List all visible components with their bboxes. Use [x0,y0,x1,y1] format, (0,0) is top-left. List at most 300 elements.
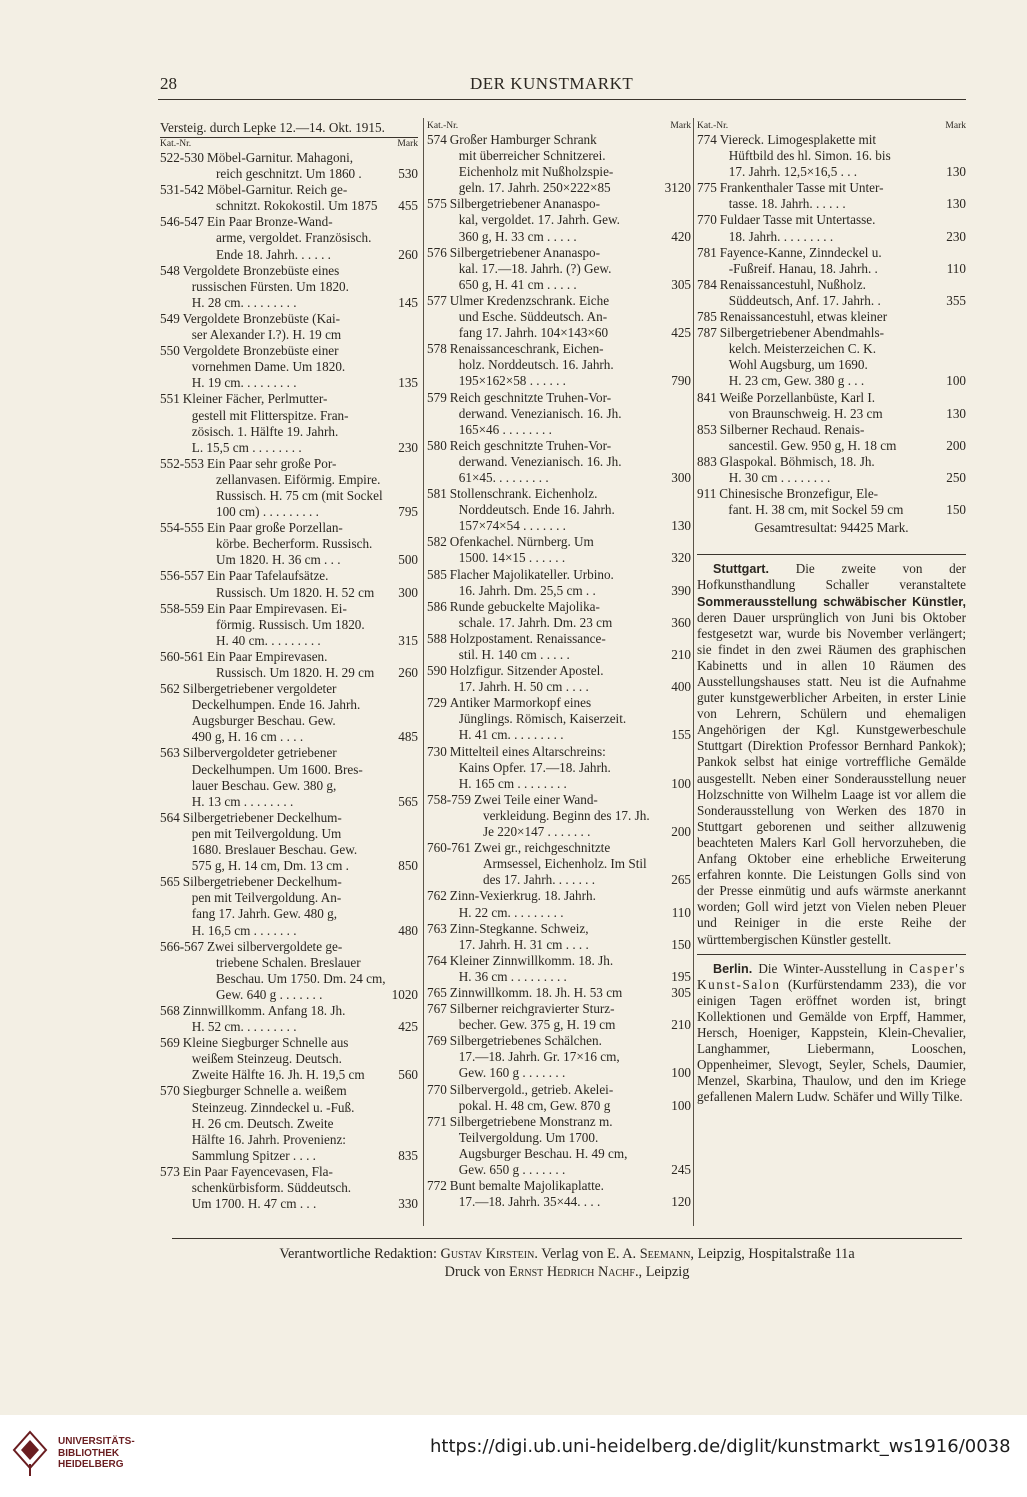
entry-line: Ein Paar Empirevasen. Ei- [206,600,347,616]
catalog-entry [160,182,418,214]
catalog-entry [427,293,691,341]
entry-line: Silbergetriebener vergoldeter [182,681,337,697]
auction-heading: Versteig. durch Lepke 12.—14. Okt. 1915. [160,120,418,138]
entry-line: Holzfigur. Sitzender Apostel. [449,663,604,679]
entry-price: 210 [671,1017,691,1033]
entry-price: 850 [398,858,418,874]
source-url[interactable]: https://digi.ub.uni-heidelberg.de/diglit/kunstmarkt_ws1916/0038 [430,1436,1011,1457]
entry-line: Ein Paar Fayencevasen, Fla- [182,1163,333,1179]
entry-number: 546-547 [160,214,204,230]
imprint-line-2 [172,1264,962,1281]
kat-nr-label: Kat.-Nr. [427,121,459,131]
catalog-entry [697,277,966,309]
entry-description [450,534,661,566]
entry-line: fant. H. 38 cm, mit Sockel 59 cm [728,502,904,518]
entry-line: stil. H. 140 cm . . . . . [458,647,570,662]
entry-price: 455 [398,198,418,214]
catalog-entry [427,1178,691,1210]
entry-line: russischen Fürsten. Um 1820. [191,278,349,294]
entry-number: 911 [697,486,717,502]
entry-line: Holzpostament. Renaissance- [449,630,606,646]
mark-label: Mark [397,139,418,149]
entry-line: becher. Gew. 375 g, H. 19 cm [458,1017,616,1033]
entry-price: 300 [671,469,691,485]
column-2 [427,120,691,1210]
entry-price: 420 [671,228,691,244]
entry-number: 781 [697,244,717,260]
catalog-entry [697,390,966,422]
entry-line: des 17. Jahrh. . . . . . . [482,872,596,888]
entry-number: 563 [160,745,180,761]
entry-line: Hälfte 16. Jahrh. Provenienz: [191,1131,346,1147]
entry-line: H. 30 cm . . . . . . . . [728,469,831,485]
entry-number: 763 [427,920,447,936]
entry-description [474,792,661,840]
entry-price: 260 [398,665,418,680]
entry-number: 565 [160,874,180,890]
catalog-entry [427,245,691,293]
entry-line: Ein Paar Empirevasen. [206,648,328,664]
entry-description [450,132,661,196]
catalog-entry [427,695,691,743]
entry-description [183,343,388,391]
catalog-entry [697,422,966,454]
entry-number: 765 [427,984,447,1000]
catalog-entry [160,1035,418,1083]
entry-line: Ein Paar Tafelaufsätze. [206,568,329,584]
entry-line: Silbergetriebener Abendmahls- [719,325,884,341]
entry-description [720,212,936,244]
entry-line: Reich geschnitzte Truhen-Vor- [449,389,612,405]
entry-line: Ulmer Kredenzschrank. Eiche [449,292,610,308]
entry-line: Renaissancestuhl, Nußholz. [719,276,866,292]
library-logo-icon [10,1428,50,1478]
mark-label: Mark [670,121,691,131]
entry-price: 480 [398,922,418,938]
entry-number: 787 [697,325,717,341]
entry-description [207,182,388,214]
entry-number: 730 [427,743,447,759]
entry-line: Fayence-Kanne, Zinndeckel u. [719,244,882,260]
entry-line: 17.—18. Jahrh. Gr. 17×16 cm, [458,1049,620,1065]
entry-line: Flacher Majolikateller. Urbino. [449,566,614,582]
catalog-entry [160,311,418,343]
entry-line: 17. Jahrh. H. 31 cm . . . . [458,936,589,952]
entry-description [207,520,388,568]
catalog-entry [427,744,691,792]
entry-line: Zinnwillkomm. 18. Jh. H. 53 cm [449,984,623,1000]
column-header [697,120,966,132]
library-name-line: UNIVERSITÄTS- [58,1436,135,1447]
entry-description [720,422,936,454]
entry-number: 785 [697,309,717,325]
entry-line: kelch. Meisterzeichen C. K. [728,341,876,357]
entry-line: 18. Jahrh. . . . . . . . . [728,228,834,244]
entry-line: vornehmen Dame. Um 1820. [191,359,346,375]
entry-line: Silbervergold., getrieb. Akelei- [449,1081,614,1097]
entry-line: Glaspokal. Böhmisch, 18. Jh. [719,453,875,469]
catalog-entry [160,263,418,311]
entry-line: weißem Steinzeug. Deutsch. [191,1051,342,1067]
entry-line: pokal. H. 48 cm, Gew. 870 g [458,1097,611,1113]
entry-line: Armsessel, Eichenholz. Im Stil [482,856,647,872]
entry-number: 574 [427,132,447,147]
entry-line: Augsburger Beschau. H. 49 cm, [458,1145,628,1161]
catalog-entry [697,454,966,486]
entry-line: 360 g, H. 33 cm . . . . . [458,228,577,244]
exhibition-title: Sommerausstellung schwäbischer Künstler, [697,594,966,609]
entry-line: fang 17. Jahrh. 104×143×60 [458,325,609,341]
mark-label: Mark [945,121,966,131]
entry-price: 150 [946,502,966,518]
entry-line: ser Alexander I.?). H. 19 cm [191,327,342,343]
imprint-text: Leipzig [645,1264,690,1280]
entry-price: 200 [946,437,966,453]
entry-description [207,601,388,649]
entry-number: 729 [427,695,447,711]
entry-line: 100 cm) . . . . . . . . . [215,504,319,520]
entry-line: Fuldaer Tasse mit Untertasse. [719,212,876,228]
entry-line: Zwei Teile einer Wand- [473,791,598,807]
entry-price: 500 [398,552,418,568]
entry-description [183,810,388,874]
entry-line: körbe. Becherform. Russisch. [215,536,373,552]
entry-line: Weiße Porzellanbüste, Karl I. [719,389,876,405]
entry-line: 1500. 14×15 . . . . . . [458,550,566,566]
entry-line: Silbergetriebener Ananaspo- [449,196,601,212]
imprint-text: Verantwortliche Redaktion: [279,1246,437,1262]
footer-rule [172,1238,962,1239]
entry-number: 575 [427,196,447,212]
entry-line: H. 28 cm. . . . . . . . . [191,294,297,310]
entry-line: 157×74×54 . . . . . . . [458,518,566,534]
catalog-entry [160,391,418,455]
entry-line: Russisch. Um 1820. H. 29 cm [215,665,375,680]
entry-line: Eichenholz mit Nußholzspie- [458,164,614,180]
entry-description [450,438,661,486]
entry-number: 531-542 [160,182,204,198]
printer-name: Ernst Hedrich Nachf., [508,1264,643,1280]
entry-line: H. 52 cm. . . . . . . . . [191,1019,297,1035]
entry-line: Zinnwillkomm. Anfang 18. Jh. [182,1002,346,1018]
entry-line: Vergoldete Bronzebüste eines [182,262,340,278]
entry-number: 758-759 [427,791,471,807]
catalog-list [697,132,966,518]
entry-line: Mittelteil eines Altarschreins: [449,743,606,759]
entry-description [450,921,661,953]
entry-description [207,456,388,520]
entry-line: 17. Jahrh. H. 50 cm . . . . [458,679,589,695]
library-name-line: HEIDELBERG [58,1459,124,1470]
entry-line: mit überreicher Schnitzerei. [458,148,606,164]
entry-number: 576 [427,244,447,260]
catalog-entry [427,390,691,438]
entry-line: derwand. Venezianisch. 16. Jh. [458,405,622,421]
entry-description [450,567,661,599]
entry-price: 250 [946,469,966,485]
entry-price: 790 [671,373,691,389]
news-stuttgart [697,561,966,947]
entry-description [183,1164,388,1212]
catalog-entry [160,649,418,681]
imprint-text: Leipzig, Hospitalstraße 11a [697,1246,855,1262]
entry-line: Silbergetriebener Ananaspo- [449,244,601,260]
catalog-entry [427,953,691,985]
entry-line: Runde gebuckelte Majolika- [449,598,600,614]
entry-price: 795 [398,504,418,520]
entry-line: Zweite Hälfte 16. Jh. H. 19,5 cm [191,1067,365,1083]
catalog-entry [697,212,966,244]
entry-line: Zinn-Stegkanne. Schweiz, [449,920,589,936]
entry-price: 3120 [664,180,691,196]
entry-line: 17.—18. Jahrh. 35×44. . . . [458,1194,601,1210]
entry-number: 770 [427,1081,447,1097]
entry-line: und Esche. Süddeutsch. An- [458,309,608,325]
entry-number: 564 [160,809,180,825]
entry-line: H. 16,5 cm . . . . . . . [191,922,297,938]
entry-price: 425 [398,1019,418,1035]
entry-price: 230 [398,439,418,455]
news-text: deren Dauer ursprünglich von Juni bis Oktober festgesetzt war, wurde bis November verlängert; sie findet in den zwei Räumen des graphischen Kabinetts und in allen 10 Räumen des Ausstellungshauses statt. Neu ist die Aufnahme guter kunstgewerblicher Arbeiten, in erster Linie von Lehrern, Schülern und ehemaligen Angehörigen der Kgl. Kunstgewerbeschule Stuttgart (Direktion Professor Bernhard Pankok); Pankok selbst hat einige vortreffliche Gemälde ausgestellt. Neben einer Sonderausstellung neuer Holzschnitte von Wilhelm Laage ist vor allem die Sonderausstellung von Werken des 1870 in Stuttgart geborenen und seither allzuwenig beachteten Malers Karl Goll hervorzuheben, die Anfang Oktober eine erhebliche Erweiterung erfahren konnte. Die Leistungen Golls sind von der Presse einmütig und aufs wärmste anerkannt worden; Goll wird jetzt von Vielen neben Pleuer und Reiniger in die erste Reihe der württembergischen Künstler gestellt. [697,609,966,947]
catalog-entry [427,1114,691,1178]
entry-description [450,953,661,985]
column-header [427,120,691,132]
entry-line: H. 40 cm. . . . . . . . . [215,632,321,648]
entry-line: schnitzt. Rokokostil. Um 1875 [215,198,378,214]
entry-price: 530 [398,166,418,182]
entry-line: Chinesische Bronzefigur, Ele- [719,486,879,502]
entry-line: H. 165 cm . . . . . . . . [458,775,567,791]
entry-number: 774 [697,132,717,147]
entry-line: Silberner Rechaud. Renais- [719,421,865,437]
entry-line: Großer Hamburger Schrank [449,132,597,147]
entry-line: Renaissancestuhl, etwas kleiner [719,309,888,325]
entry-price: 485 [398,729,418,745]
entry-line: Renaissanceschrank, Eichen- [449,341,604,357]
entry-line: Silbergetriebene Monstranz m. [449,1113,613,1129]
catalog-entry [427,792,691,840]
kat-nr-label: Kat.-Nr. [697,121,729,131]
catalog-entry [427,1033,691,1081]
entry-description [720,390,936,422]
entry-line: Je 220×147 . . . . . . . [482,824,591,840]
entry-description [183,311,388,343]
entry-line: reich geschnitzt. Um 1860 . [215,166,362,182]
entry-line: zellanvasen. Eiförmig. Empire. [215,471,381,487]
entry-line: Ein Paar Bronze-Wand- [206,214,333,230]
entry-description [720,277,936,309]
entry-line: Bunt bemalte Majolikaplatte. [449,1178,604,1194]
entry-number: 570 [160,1083,180,1099]
entry-description [450,1082,661,1114]
catalog-entry [160,456,418,520]
catalog-entry [160,520,418,568]
entry-line: Gew. 160 g . . . . . . . [458,1065,566,1081]
city-stuttgart: Stuttgart. [713,562,769,577]
catalog-entry [160,601,418,649]
entry-line: Gew. 640 g . . . . . . . [215,986,323,1002]
entry-price: 130 [671,518,691,534]
catalog-entry [160,939,418,1003]
entry-number: 586 [427,598,447,614]
entry-price: 355 [946,292,966,308]
entry-line: 650 g, H. 41 cm . . . . . [458,276,577,292]
entry-line: Teilvergoldung. Um 1700. [458,1129,599,1145]
entry-line: H. 22 cm. . . . . . . . . [458,904,564,920]
entry-description [183,1083,388,1163]
publisher-name: Seemann, [639,1246,695,1262]
entry-description [183,1035,388,1083]
entry-number: 582 [427,534,447,550]
entry-number: 562 [160,681,180,697]
entry-line: H. 26 cm. Deutsch. Zweite [191,1115,334,1131]
entry-line: sancestil. Gew. 950 g, H. 18 cm [728,437,897,453]
entry-price: 305 [671,276,691,292]
entry-line: holz. Norddeutsch. 16. Jahrh. [458,357,614,373]
entry-line: schale. 17. Jahrh. Dm. 23 cm [458,614,613,630]
entry-price: 565 [398,793,418,809]
entry-line: Ein Paar sehr große Por- [206,455,337,471]
entry-description [183,745,388,809]
entry-line: Zwei gr., reichgeschnitzte [473,840,611,856]
entry-price: 330 [398,1196,418,1212]
entry-number: 580 [427,437,447,453]
entry-line: Zinn-Vexierkrug. 18. Jahrh. [449,888,596,904]
entry-description [207,649,388,681]
catalog-entry [160,810,418,874]
entry-number: 552-553 [160,455,204,471]
entry-number: 566-567 [160,938,204,954]
entry-price: 305 [671,984,691,1000]
entry-price: 110 [946,260,966,276]
entry-line: lauer Beschau. Gew. 380 g, [191,777,337,793]
imprint-text: Verlag von E. A. [541,1246,637,1262]
entry-price: 390 [671,582,691,598]
entry-line: Silbergetriebener Deckelhum- [182,874,342,890]
entry-line: H. 36 cm . . . . . . . . . [458,968,567,984]
entry-number: 767 [427,1001,447,1017]
entry-line: Silbergetriebener Deckelhum- [182,809,342,825]
entry-description [450,744,661,792]
entry-line: arme, vergoldet. Französisch. [215,230,372,246]
entry-description [450,695,661,743]
entry-price: 100 [671,1097,691,1113]
catalog-entry [427,840,691,888]
entry-price: 195 [671,968,691,984]
catalog-entry [160,874,418,938]
entry-line: Süddeutsch, Anf. 17. Jahrh. . [728,292,881,308]
entry-price: 400 [671,679,691,695]
catalog-entry [427,1082,691,1114]
entry-line: pen mit Teilvergoldung. An- [191,890,342,906]
entry-description [183,874,388,938]
entry-line: Jünglings. Römisch, Kaiserzeit. [458,711,627,727]
entry-line: verkleidung. Beginn des 17. Jh. [482,807,650,823]
entry-description [183,681,388,745]
catalog-entry [697,245,966,277]
entry-description [183,1003,388,1035]
entry-description [450,888,661,920]
entry-description [450,341,661,389]
entry-number: 569 [160,1035,180,1051]
entry-line: Steinzeug. Zinndeckel u. -Fuß. [191,1099,355,1115]
catalog-entry [160,1003,418,1035]
entry-description [474,840,661,888]
catalog-list [427,132,691,1210]
entry-line: Sammlung Spitzer . . . . [191,1147,316,1163]
entry-line: Ein Paar große Porzellan- [206,520,343,536]
entry-price: 150 [671,936,691,952]
entry-line: Zwei silbervergoldete ge- [206,938,343,954]
entry-number: 550 [160,343,180,359]
entry-description [450,1001,661,1033]
entry-price: 110 [671,904,691,920]
entry-line: H. 23 cm, Gew. 380 g . . . [728,373,865,389]
entry-line: 195×162×58 . . . . . . [458,373,566,389]
entry-line: 1680. Breslauer Beschau. Gew. [191,842,358,858]
entry-line: Kleiner Zinnwillkomm. 18. Jh. [449,952,614,968]
entry-description [450,293,661,341]
entry-line: Frankenthaler Tasse mit Unter- [719,180,884,196]
entry-line: Deckelhumpen. Um 1600. Bres- [191,761,363,777]
entry-price: 835 [398,1147,418,1163]
entry-description [450,1178,661,1210]
entry-number: 771 [427,1113,447,1129]
entry-line: Kains Opfer. 17.—18. Jahrh. [458,759,611,775]
entry-description [720,180,936,212]
catalog-entry [160,681,418,745]
entry-line: Russisch. H. 75 cm (mit Sockel [215,487,383,503]
catalog-entry [427,438,691,486]
entry-description [450,486,661,534]
catalog-entry [427,567,691,599]
entry-line: Stollenschrank. Eichenholz. [449,486,598,502]
entry-number: 760-761 [427,840,471,856]
entry-line: H. 13 cm . . . . . . . . [191,793,294,809]
entry-description [719,486,936,518]
entry-line: Um 1820. H. 36 cm . . . [215,552,341,568]
news-berlin [697,961,966,1106]
catalog-entry [160,343,418,391]
entry-line: 490 g, H. 16 cm . . . . [191,729,304,745]
entry-line: gestell mit Flitterspitze. Fran- [191,407,349,423]
catalog-entry [427,631,691,663]
entry-line: Siegburger Schnelle a. weißem [182,1083,347,1099]
column-3 [697,120,966,1105]
catalog-entry [427,599,691,631]
entry-number: 558-559 [160,600,204,616]
entry-description [183,391,388,455]
entry-line: Kleine Siegburger Schnelle aus [182,1035,349,1051]
catalog-entry [160,1164,418,1212]
entry-line: Um 1700. H. 47 cm . . . [191,1196,317,1212]
entry-number: 775 [697,180,717,196]
section-rule [697,554,966,555]
entry-number: 883 [697,453,717,469]
entry-line: Möbel-Garnitur. Mahagoni, [206,150,354,165]
entry-description [207,150,388,182]
imprint-line-1 [172,1246,962,1263]
entry-description [720,325,936,389]
entry-number: 585 [427,566,447,582]
entry-number: 590 [427,663,447,679]
entry-line: kal, vergoldet. 17. Jahrh. Gew. [458,212,620,228]
entry-line: Silbergetriebenes Schälchen. [449,1033,602,1049]
entry-number: 853 [697,421,717,437]
catalog-list [160,150,418,1212]
entry-number: 770 [697,212,717,228]
kat-nr-label: Kat.-Nr. [160,139,192,149]
